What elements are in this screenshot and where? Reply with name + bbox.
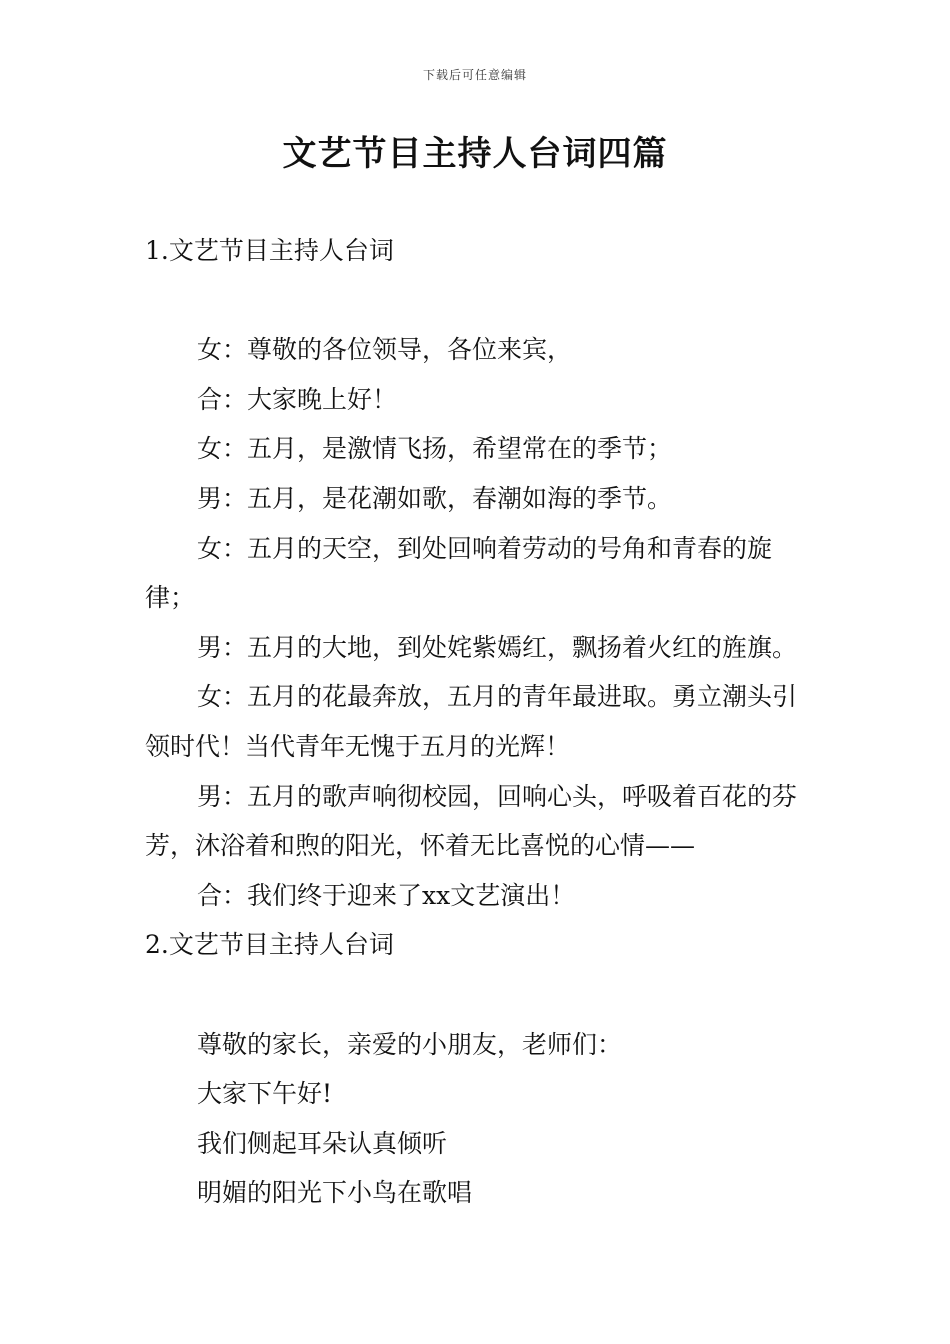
blank-line <box>145 276 809 326</box>
speech-line: 明媚的阳光下小鸟在歌唱 <box>197 1178 473 1208</box>
dialogue-paragraph: 女：五月的天空，到处回响着劳动的号角和青春的旋律； <box>145 533 773 613</box>
speech-line: 大家下午好! <box>197 1079 333 1109</box>
dialogue-line: 合：大家晚上好！ <box>197 384 398 414</box>
speech-line: 尊敬的家长，亲爱的小朋友，老师们： <box>197 1029 623 1059</box>
dialogue-line: 男：五月的大地，到处姹紫嫣红，飘扬着火红的旌旗。 <box>197 632 798 662</box>
header-note: 下载后可任意编辑 <box>422 68 527 82</box>
dialogue-line: 合：我们终于迎来了xx文艺演出！ <box>197 880 576 910</box>
section-heading-1: 1.文艺节目主持人台词 <box>145 236 394 265</box>
dialogue-paragraph: 男：五月的歌声响彻校园，回响心头，呼吸着百花的芬芳，沐浴着和煦的阳光，怀着无比喜悦的心情—— <box>145 781 798 861</box>
dialogue-line: 女：尊敬的各位领导，各位来宾， <box>197 335 573 365</box>
section-heading-2: 2.文艺节目主持人台词 <box>145 930 394 960</box>
blank-line <box>145 970 809 1020</box>
dialogue-paragraph: 女：五月的花最奔放，五月的青年最进取。勇立潮头引领时代！当代青年无愧于五月的光辉！ <box>145 682 798 761</box>
document-title: 文艺节目主持人台词四篇 <box>282 134 668 174</box>
speech-line: 我们侧起耳朵认真倾听 <box>197 1128 448 1158</box>
document-body <box>145 226 809 1218</box>
dialogue-line: 男：五月，是花潮如歌，春潮如海的季节。 <box>197 483 673 513</box>
dialogue-line: 女：五月，是激情飞扬，希望常在的季节； <box>197 434 673 464</box>
